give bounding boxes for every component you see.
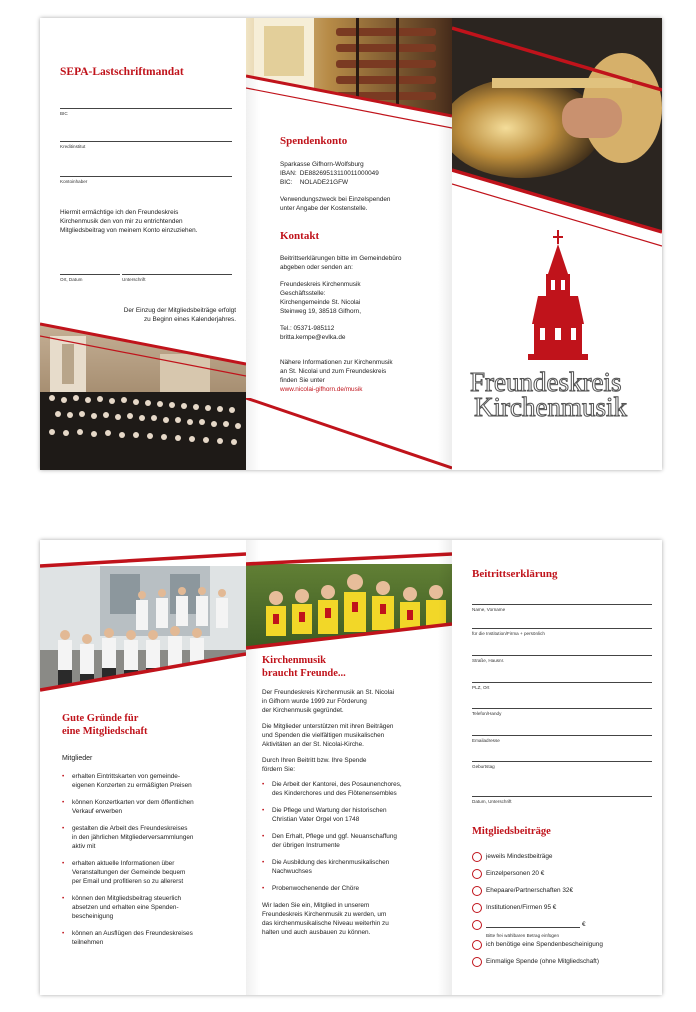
reasons-list (62, 772, 242, 955)
bic-value: NOLADE21GFW (299, 179, 349, 186)
signature-label: Unterschrift (122, 277, 146, 282)
bottom-red-stripe (246, 398, 452, 470)
cover-title: Freundeskreis Kirchenmusik (470, 367, 627, 422)
option-one-time-donation[interactable]: Einmalige Spende (ohne Mitgliedschaft) (472, 957, 662, 974)
list-item: • gestalten die Arbeit des Freundeskreises in den jährlichen Mitgliederversammlungen aktiv mit (62, 824, 242, 851)
option-donation-receipt[interactable]: ich benötige eine Spendenbescheinigung (472, 940, 662, 957)
signature-line[interactable] (122, 274, 232, 275)
email-label: Emailadresse (472, 738, 500, 743)
custom-amount-line (486, 927, 580, 928)
cover-panel (452, 18, 662, 470)
form-title: Beitrittserklärung (472, 568, 558, 580)
radio-circle-icon (472, 940, 482, 950)
brass-ensemble-photo (40, 540, 246, 700)
phone-field[interactable] (472, 708, 652, 709)
radio-circle-icon (472, 903, 482, 913)
brochure-outside-spread (40, 18, 662, 470)
sepa-panel (40, 18, 246, 470)
sepa-title: SEPA-Lastschriftmandat (60, 66, 184, 78)
street-label: Straße, Hausnr. (472, 658, 505, 663)
contact-phone: Tel.: 05371-985112 (280, 325, 335, 332)
fee-option-couples[interactable]: Ehepaare/Partnerschaften 32€ (472, 886, 662, 903)
collection-note: Der Einzug der Mitgliedsbeiträge erfolgt zu Beginn eines Kalenderjahres. (123, 307, 236, 323)
list-item: • können Konzertkarten vor dem öffentlichen Verkauf erwerben (62, 798, 242, 816)
organ-photo (246, 18, 452, 138)
list-item: • können an Ausflügen des Freundeskreises teilnehmen (62, 929, 242, 947)
fee-options (472, 852, 662, 974)
iban-value: DE88269513110011000049 (299, 170, 379, 177)
list-item: • können den Mitgliedsbeitrag steuerlich absetzen und erhalten eine Spenden- bescheinigung (62, 894, 242, 921)
church-tower-icon (528, 230, 588, 360)
list-item: • Die Arbeit der Kantorei, des Posaunenchores, des Kinderchores und des Flötenensembles (262, 780, 448, 798)
fees-title: Mitgliedsbeiträge (472, 826, 551, 837)
radio-circle-icon (472, 920, 482, 930)
birthday-field[interactable] (472, 761, 652, 762)
phone-label: Telefon/Handy (472, 711, 502, 716)
account-holder-line[interactable] (60, 176, 232, 177)
name-field[interactable] (472, 604, 652, 605)
reasons-panel (40, 540, 246, 995)
institution-field[interactable] (472, 628, 652, 629)
membership-form-panel (452, 540, 662, 995)
bank-line[interactable] (60, 141, 232, 142)
radio-circle-icon (472, 886, 482, 896)
email-field[interactable] (472, 735, 652, 736)
needs-title: Kirchenmusik braucht Freunde... (262, 655, 346, 679)
contact-email[interactable]: britta.kempe@evlka.de (280, 334, 346, 341)
radio-circle-icon (472, 852, 482, 862)
bic-label: BIC (60, 111, 68, 116)
street-field[interactable] (472, 655, 652, 656)
city-label: PLZ, Ort (472, 685, 490, 690)
donation-title: Spendenkonto (280, 135, 348, 147)
fee-option-custom[interactable]: € Bitte frei wählbaren Betrag einfügen (472, 920, 662, 940)
list-item: • Die Pflege und Wartung der historischen Christian Vater Orgel von 1748 (262, 806, 448, 824)
contact-title: Kontakt (280, 230, 320, 242)
list-item: • Den Erhalt, Pflege und ggf. Neuanschaffung der übrigen Instrumente (262, 832, 448, 850)
choir-photo (40, 314, 246, 470)
radio-circle-icon (472, 869, 482, 879)
donation-details: Sparkasse Gifhorn-Wolfsburg IBAN: DE88269513110011000049 BIC: NOLADE21GFW Verwendungszweck bei Einzelspenden unter Angabe der Kostenstelle. (280, 161, 391, 212)
fee-option-individual[interactable]: Einzelpersonen 20 € (472, 869, 662, 886)
contact-details: Beitrittserklärungen bitte im Gemeindebüro abgeben oder senden an: Freundeskreis Kirchenmusik Geschäftsstelle: Kirchengemeinde St. Nicolai Steinweg 19, 38518 Gifhorn, Tel.: 05371-985112 britta.kempe@evlka.de Nähere Informationen zur Kirchenmusik an St. Nicolai und zum Freundeskreis finden Sie unter www.nicolai-gifhorn.de/musik (280, 254, 450, 394)
radio-circle-icon (472, 957, 482, 967)
account-holder-label: Kontoinhaber (60, 179, 88, 184)
needs-body: Der Freundeskreis Kirchenmusik an St. Nicolai in Gifhorn wurde 1999 zur Förderung der Kirchenmusik gegründet. Die Mitglieder unterstützen mit ihren Beiträgen und Spenden die vielfältigen musikalischen Aktivitäten an der St. Nicolai-Kirche. Durch Ihren Beitritt bzw. Ihre Spende fördern Sie: • Die Arbeit der Kantorei, des Posaunenchores, des Kinderchores und des Flötenensembles • Die Pflege und Wartung der historischen Christian Vater Orgel von 1748 • Den Erhalt, Pflege und ggf. Neuanschaffung der übrigen Instrumente • Die Ausbildung des kirchenmusikalischen Nachwuchses • Probenwochenende der Chöre Wir laden Sie ein, Mitglied in unserem Freundeskreis Kirchenmusik zu werden, um das kirchenmusikalische Niveau weiterhin zu halten und auch ausbauen zu können. (262, 688, 448, 937)
list-item: • Probenwochenende der Chöre (262, 884, 448, 893)
city-field[interactable] (472, 682, 652, 683)
place-date-label: Ort, Datum (60, 277, 83, 282)
institution-label: für die Institution/Firma + persönlich (472, 631, 545, 636)
fee-option-institutions[interactable]: Institutionen/Firmen 95 € (472, 903, 662, 920)
reasons-subtitle: Mitglieder (62, 755, 93, 762)
fee-option-min[interactable]: jeweils Mindestbeiträge (472, 852, 662, 869)
trumpet-photo (452, 18, 662, 250)
name-label: Name, Vorname (472, 607, 506, 612)
bic-line[interactable] (60, 108, 232, 109)
needs-list (262, 780, 448, 893)
bank-label: Kreditinstitut (60, 144, 86, 149)
website-link[interactable]: www.nicolai-gifhorn.de/musik (280, 386, 363, 393)
sepa-authorization: Hiermit ermächtige ich den Freundeskreis Kirchenmusik den von mir zu entrichtenden Mitgliedsbeitrag von meinem Konto einzuziehen. (60, 209, 198, 234)
needs-panel (246, 540, 452, 995)
list-item: • Die Ausbildung des kirchenmusikalischen Nachwuchses (262, 858, 448, 876)
signature-field[interactable] (472, 796, 652, 797)
children-choir-photo (246, 540, 452, 650)
reasons-title: Gute Gründe für eine Mitgliedschaft (62, 713, 148, 737)
birthday-label: Geburtstag (472, 764, 495, 769)
brochure-inside-spread (40, 540, 662, 995)
date-signature-label: Datum, Unterschrift (472, 799, 512, 804)
list-item: • erhalten aktuelle Informationen über Veranstaltungen der Gemeinde bequem per Email und profitieren so zu allererst (62, 859, 242, 886)
contact-panel (246, 18, 452, 470)
list-item: • erhalten Eintrittskarten von gemeinde- eigenen Konzerten zu ermäßigten Preisen (62, 772, 242, 790)
place-date-line[interactable] (60, 274, 120, 275)
